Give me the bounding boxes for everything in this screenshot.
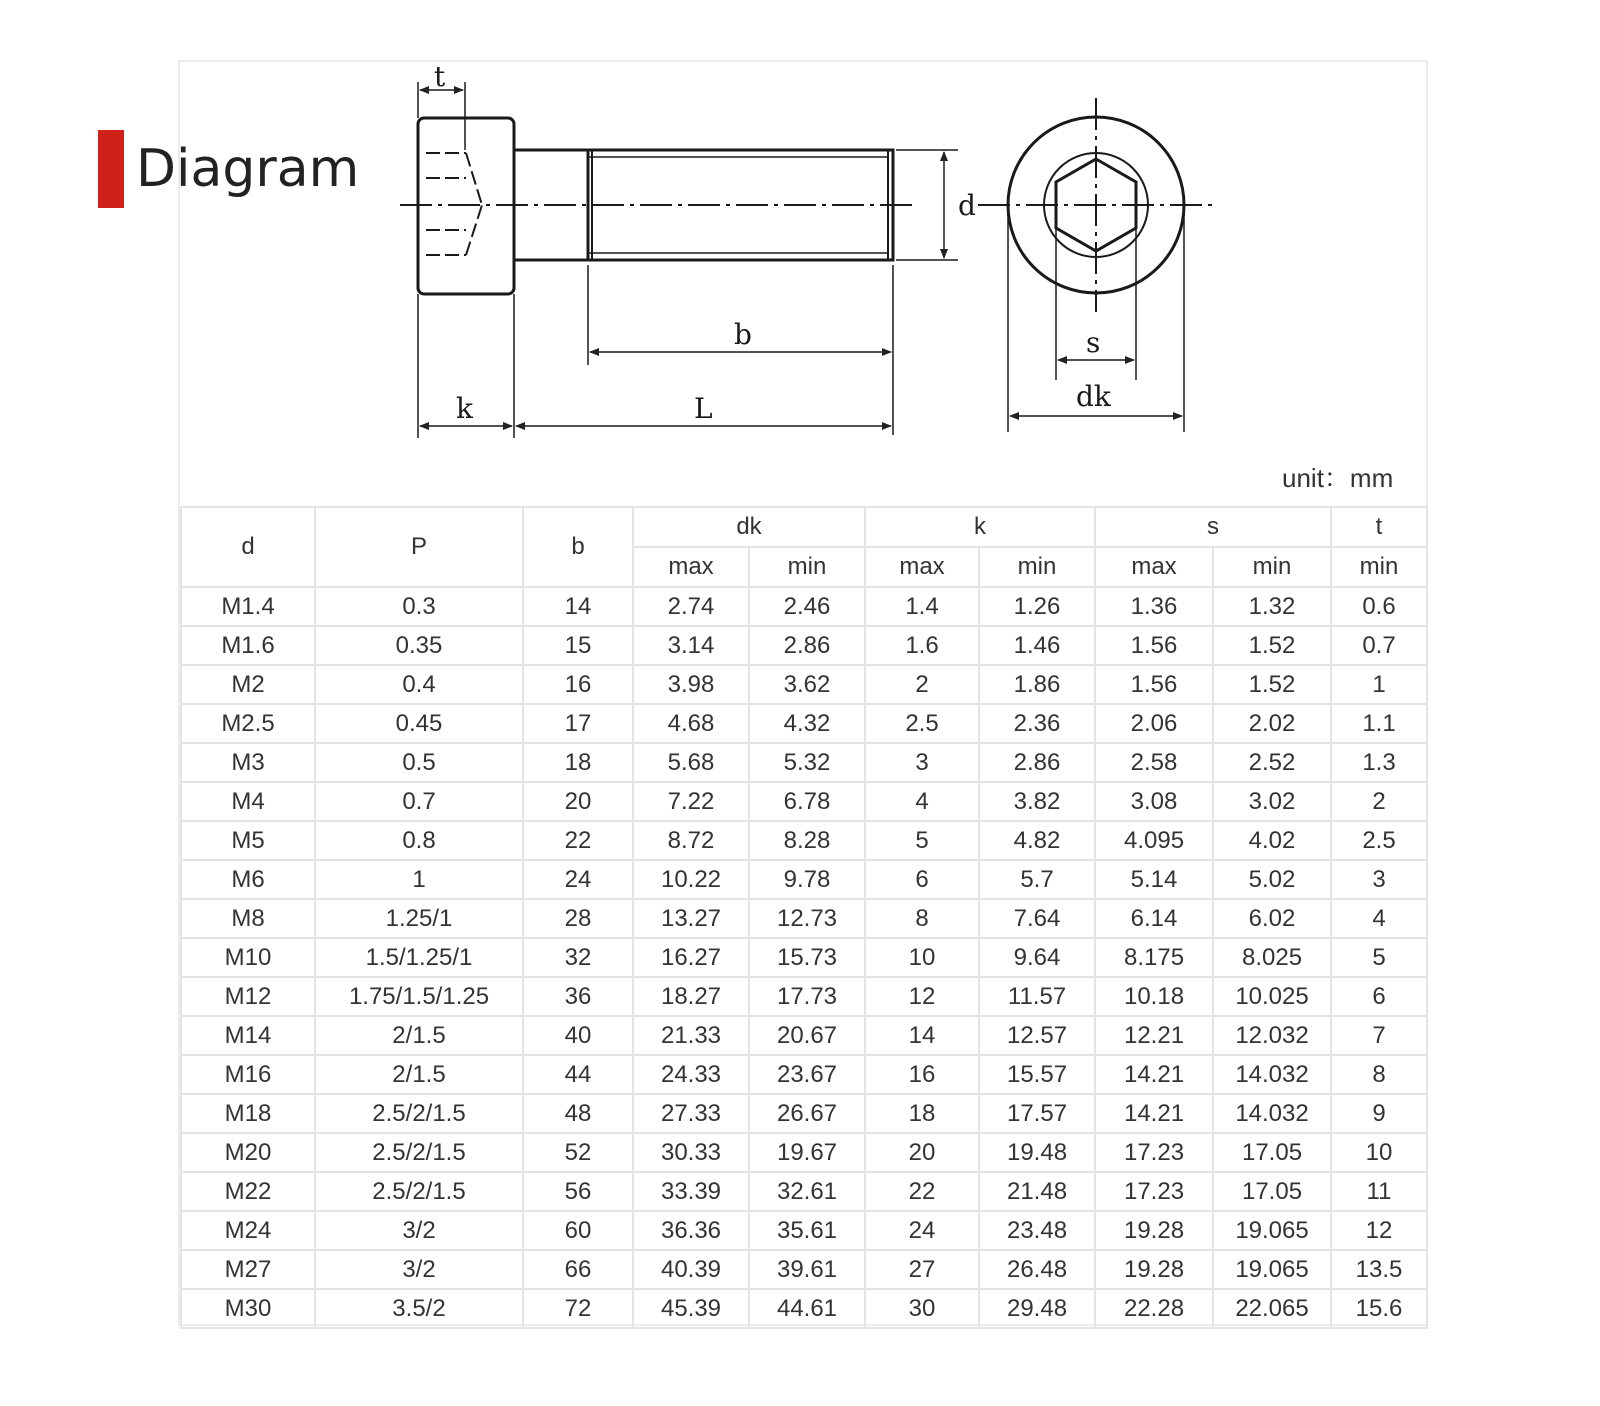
table-cell: 8 (865, 899, 979, 938)
table-cell: 3 (865, 743, 979, 782)
label-L: L (694, 392, 713, 425)
table-cell: 24 (523, 860, 633, 899)
table-cell: 4.095 (1095, 821, 1213, 860)
table-cell: M14 (181, 1016, 315, 1055)
table-cell: 2.5 (865, 704, 979, 743)
table-row (181, 977, 1427, 1016)
table-cell: 9 (1331, 1094, 1427, 1133)
table-cell: 5.32 (749, 743, 865, 782)
table-cell: 8.72 (633, 821, 749, 860)
table-cell: M27 (181, 1250, 315, 1289)
table-row (181, 899, 1427, 938)
table-cell: 22 (523, 821, 633, 860)
table-cell: 11.57 (979, 977, 1095, 1016)
table-cell: M18 (181, 1094, 315, 1133)
table-cell: 7.64 (979, 899, 1095, 938)
table-cell: 40.39 (633, 1250, 749, 1289)
table-cell: 14.032 (1213, 1094, 1331, 1133)
table-cell: 18 (523, 743, 633, 782)
table-cell: 15.73 (749, 938, 865, 977)
table-row (181, 782, 1427, 821)
table-cell: 22 (865, 1172, 979, 1211)
table-cell: 17.23 (1095, 1172, 1213, 1211)
table-cell: 2.5/2/1.5 (315, 1133, 523, 1172)
table-cell: 13.5 (1331, 1250, 1427, 1289)
col-header-s: s (1095, 507, 1331, 547)
table-cell: 24 (865, 1211, 979, 1250)
table-cell: 10 (865, 938, 979, 977)
table-cell: 29.48 (979, 1289, 1095, 1328)
table-cell: 1.52 (1213, 665, 1331, 704)
table-cell: 0.5 (315, 743, 523, 782)
spec-table-body (181, 587, 1427, 1328)
table-cell: 3.08 (1095, 782, 1213, 821)
table-cell: 35.61 (749, 1211, 865, 1250)
table-cell: 3.5/2 (315, 1289, 523, 1328)
table-cell: 3.02 (1213, 782, 1331, 821)
table-cell: 2 (865, 665, 979, 704)
table-cell: 15.57 (979, 1055, 1095, 1094)
table-row (181, 626, 1427, 665)
sub-header-dk-max: max (633, 547, 749, 587)
table-cell: 1.46 (979, 626, 1095, 665)
table-cell: 1.75/1.5/1.25 (315, 977, 523, 1016)
table-cell: 2.06 (1095, 704, 1213, 743)
table-cell: 22.065 (1213, 1289, 1331, 1328)
table-row (181, 1172, 1427, 1211)
table-cell: 10.22 (633, 860, 749, 899)
col-header-p: P (315, 507, 523, 587)
table-cell: 10.025 (1213, 977, 1331, 1016)
table-cell: 4.82 (979, 821, 1095, 860)
table-cell: 72 (523, 1289, 633, 1328)
table-cell: 7.22 (633, 782, 749, 821)
table-cell: 1.26 (979, 587, 1095, 626)
table-row (181, 1016, 1427, 1055)
table-cell: 3.14 (633, 626, 749, 665)
table-cell: 2 (1331, 782, 1427, 821)
table-cell: 52 (523, 1133, 633, 1172)
table-cell: 60 (523, 1211, 633, 1250)
table-cell: 40 (523, 1016, 633, 1055)
table-cell: 12.032 (1213, 1016, 1331, 1055)
table-cell: 26.67 (749, 1094, 865, 1133)
table-cell: 24.33 (633, 1055, 749, 1094)
table-cell: 14.032 (1213, 1055, 1331, 1094)
table-cell: 3.82 (979, 782, 1095, 821)
table-cell: 1.52 (1213, 626, 1331, 665)
table-cell: 3.62 (749, 665, 865, 704)
label-b: b (734, 318, 752, 351)
table-row (181, 1250, 1427, 1289)
table-cell: 1 (1331, 665, 1427, 704)
table-cell: 1.3 (1331, 743, 1427, 782)
table-row (181, 587, 1427, 626)
table-cell: 48 (523, 1094, 633, 1133)
table-cell: 14.21 (1095, 1094, 1213, 1133)
table-cell: 2.5/2/1.5 (315, 1172, 523, 1211)
table-cell: 11 (1331, 1172, 1427, 1211)
table-row (181, 743, 1427, 782)
table-cell: M20 (181, 1133, 315, 1172)
table-cell: M16 (181, 1055, 315, 1094)
table-cell: 8.025 (1213, 938, 1331, 977)
screw-technical-drawing (178, 60, 1428, 460)
table-cell: 36.36 (633, 1211, 749, 1250)
table-cell: M8 (181, 899, 315, 938)
table-cell: 10.18 (1095, 977, 1213, 1016)
table-cell: M4 (181, 782, 315, 821)
table-cell: 4.32 (749, 704, 865, 743)
table-cell: 12 (865, 977, 979, 1016)
table-cell: 5.02 (1213, 860, 1331, 899)
table-cell: 16.27 (633, 938, 749, 977)
table-cell: 2.02 (1213, 704, 1331, 743)
table-cell: 2.74 (633, 587, 749, 626)
table-cell: 44.61 (749, 1289, 865, 1328)
table-cell: 2.46 (749, 587, 865, 626)
table-cell: 3.98 (633, 665, 749, 704)
table-cell: 5.14 (1095, 860, 1213, 899)
label-s: s (1086, 326, 1101, 359)
sub-header-k-min: min (979, 547, 1095, 587)
table-cell: 15.6 (1331, 1289, 1427, 1328)
table-cell: 1.5/1.25/1 (315, 938, 523, 977)
table-cell: 2/1.5 (315, 1016, 523, 1055)
table-cell: M24 (181, 1211, 315, 1250)
table-cell: 20 (523, 782, 633, 821)
label-t: t (434, 60, 446, 93)
table-cell: 26.48 (979, 1250, 1095, 1289)
sub-header-s-max: max (1095, 547, 1213, 587)
table-cell: M12 (181, 977, 315, 1016)
table-row (181, 938, 1427, 977)
table-cell: 0.45 (315, 704, 523, 743)
sub-header-k-max: max (865, 547, 979, 587)
table-cell: 30 (865, 1289, 979, 1328)
table-cell: 17.05 (1213, 1133, 1331, 1172)
table-cell: 0.7 (1331, 626, 1427, 665)
table-cell: 1.25/1 (315, 899, 523, 938)
table-cell: 10 (1331, 1133, 1427, 1172)
label-k: k (456, 392, 473, 425)
table-cell: 18.27 (633, 977, 749, 1016)
table-cell: 12 (1331, 1211, 1427, 1250)
table-cell: 1.6 (865, 626, 979, 665)
table-cell: M1.6 (181, 626, 315, 665)
table-cell: 14 (523, 587, 633, 626)
table-cell: 39.61 (749, 1250, 865, 1289)
table-cell: 17 (523, 704, 633, 743)
table-cell: 8.28 (749, 821, 865, 860)
table-cell: 1 (315, 860, 523, 899)
table-cell: 8.175 (1095, 938, 1213, 977)
table-cell: 1.4 (865, 587, 979, 626)
table-cell: 9.64 (979, 938, 1095, 977)
table-cell: 23.48 (979, 1211, 1095, 1250)
table-cell: 3/2 (315, 1250, 523, 1289)
table-cell: 16 (523, 665, 633, 704)
table-cell: 21.33 (633, 1016, 749, 1055)
table-cell: 4.68 (633, 704, 749, 743)
table-cell: 6.78 (749, 782, 865, 821)
table-cell: 1.86 (979, 665, 1095, 704)
table-cell: 0.8 (315, 821, 523, 860)
table-cell: 5 (865, 821, 979, 860)
table-cell: 2.36 (979, 704, 1095, 743)
accent-bar (98, 130, 124, 208)
table-cell: M5 (181, 821, 315, 860)
table-cell: 20 (865, 1133, 979, 1172)
table-row (181, 1133, 1427, 1172)
table-cell: 2.52 (1213, 743, 1331, 782)
table-cell: 1.56 (1095, 665, 1213, 704)
table-cell: 19.67 (749, 1133, 865, 1172)
table-row (181, 1055, 1427, 1094)
table-cell: 19.48 (979, 1133, 1095, 1172)
table-cell: 6.14 (1095, 899, 1213, 938)
table-cell: 0.6 (1331, 587, 1427, 626)
table-cell: 5.68 (633, 743, 749, 782)
spec-table (180, 506, 1428, 1329)
table-cell: 19.065 (1213, 1211, 1331, 1250)
table-cell: 4 (865, 782, 979, 821)
table-cell: M30 (181, 1289, 315, 1328)
table-cell: 3 (1331, 860, 1427, 899)
table-cell: 4.02 (1213, 821, 1331, 860)
table-row (181, 665, 1427, 704)
table-cell: 22.28 (1095, 1289, 1213, 1328)
table-cell: M10 (181, 938, 315, 977)
table-cell: 12.73 (749, 899, 865, 938)
table-cell: 45.39 (633, 1289, 749, 1328)
table-cell: 2.58 (1095, 743, 1213, 782)
table-cell: 21.48 (979, 1172, 1095, 1211)
table-cell: 44 (523, 1055, 633, 1094)
table-cell: 0.7 (315, 782, 523, 821)
sub-header-s-min: min (1213, 547, 1331, 587)
table-cell: 2.5 (1331, 821, 1427, 860)
table-cell: 12.57 (979, 1016, 1095, 1055)
col-header-d: d (181, 507, 315, 587)
table-cell: M1.4 (181, 587, 315, 626)
table-cell: 14.21 (1095, 1055, 1213, 1094)
table-cell: 9.78 (749, 860, 865, 899)
table-cell: 8 (1331, 1055, 1427, 1094)
col-header-dk: dk (633, 507, 865, 547)
table-cell: M22 (181, 1172, 315, 1211)
table-row (181, 860, 1427, 899)
table-cell: 36 (523, 977, 633, 1016)
table-cell: 2.5/2/1.5 (315, 1094, 523, 1133)
table-cell: 17.05 (1213, 1172, 1331, 1211)
table-cell: M2 (181, 665, 315, 704)
table-cell: 6.02 (1213, 899, 1331, 938)
col-header-b: b (523, 507, 633, 587)
table-row (181, 1289, 1427, 1328)
table-cell: 12.21 (1095, 1016, 1213, 1055)
table-cell: 17.57 (979, 1094, 1095, 1133)
table-cell: 14 (865, 1016, 979, 1055)
table-cell: 23.67 (749, 1055, 865, 1094)
table-cell: 1.32 (1213, 587, 1331, 626)
table-cell: 56 (523, 1172, 633, 1211)
table-cell: M2.5 (181, 704, 315, 743)
table-cell: 33.39 (633, 1172, 749, 1211)
sub-header-dk-min: min (749, 547, 865, 587)
table-cell: 4 (1331, 899, 1427, 938)
table-cell: 0.3 (315, 587, 523, 626)
table-cell: 5 (1331, 938, 1427, 977)
table-cell: 0.35 (315, 626, 523, 665)
table-cell: 6 (1331, 977, 1427, 1016)
table-cell: 6 (865, 860, 979, 899)
table-row (181, 1211, 1427, 1250)
section-title: Diagram (136, 139, 360, 199)
table-cell: 32 (523, 938, 633, 977)
unit-label: unit：mm (1282, 463, 1394, 493)
table-cell: 7 (1331, 1016, 1427, 1055)
table-row (181, 1094, 1427, 1133)
table-cell: 15 (523, 626, 633, 665)
table-cell: 19.065 (1213, 1250, 1331, 1289)
table-cell: 0.4 (315, 665, 523, 704)
table-cell: 27.33 (633, 1094, 749, 1133)
label-dk: dk (1076, 380, 1111, 413)
table-cell: 2.86 (979, 743, 1095, 782)
col-header-k: k (865, 507, 1095, 547)
table-cell: 30.33 (633, 1133, 749, 1172)
table-row (181, 821, 1427, 860)
table-cell: 20.67 (749, 1016, 865, 1055)
table-cell: 27 (865, 1250, 979, 1289)
sub-header-t-min: min (1331, 547, 1427, 587)
col-header-t: t (1331, 507, 1427, 547)
table-cell: 1.36 (1095, 587, 1213, 626)
table-cell: 3/2 (315, 1211, 523, 1250)
table-cell: 1.1 (1331, 704, 1427, 743)
table-cell: M6 (181, 860, 315, 899)
table-cell: 17.23 (1095, 1133, 1213, 1172)
table-cell: 13.27 (633, 899, 749, 938)
table-cell: 1.56 (1095, 626, 1213, 665)
table-cell: 19.28 (1095, 1250, 1213, 1289)
table-cell: 2.86 (749, 626, 865, 665)
table-cell: M3 (181, 743, 315, 782)
table-cell: 32.61 (749, 1172, 865, 1211)
label-d: d (958, 189, 976, 222)
table-cell: 2/1.5 (315, 1055, 523, 1094)
table-cell: 16 (865, 1055, 979, 1094)
table-cell: 66 (523, 1250, 633, 1289)
table-cell: 19.28 (1095, 1211, 1213, 1250)
table-cell: 5.7 (979, 860, 1095, 899)
table-cell: 28 (523, 899, 633, 938)
table-cell: 17.73 (749, 977, 865, 1016)
table-row (181, 704, 1427, 743)
table-cell: 18 (865, 1094, 979, 1133)
